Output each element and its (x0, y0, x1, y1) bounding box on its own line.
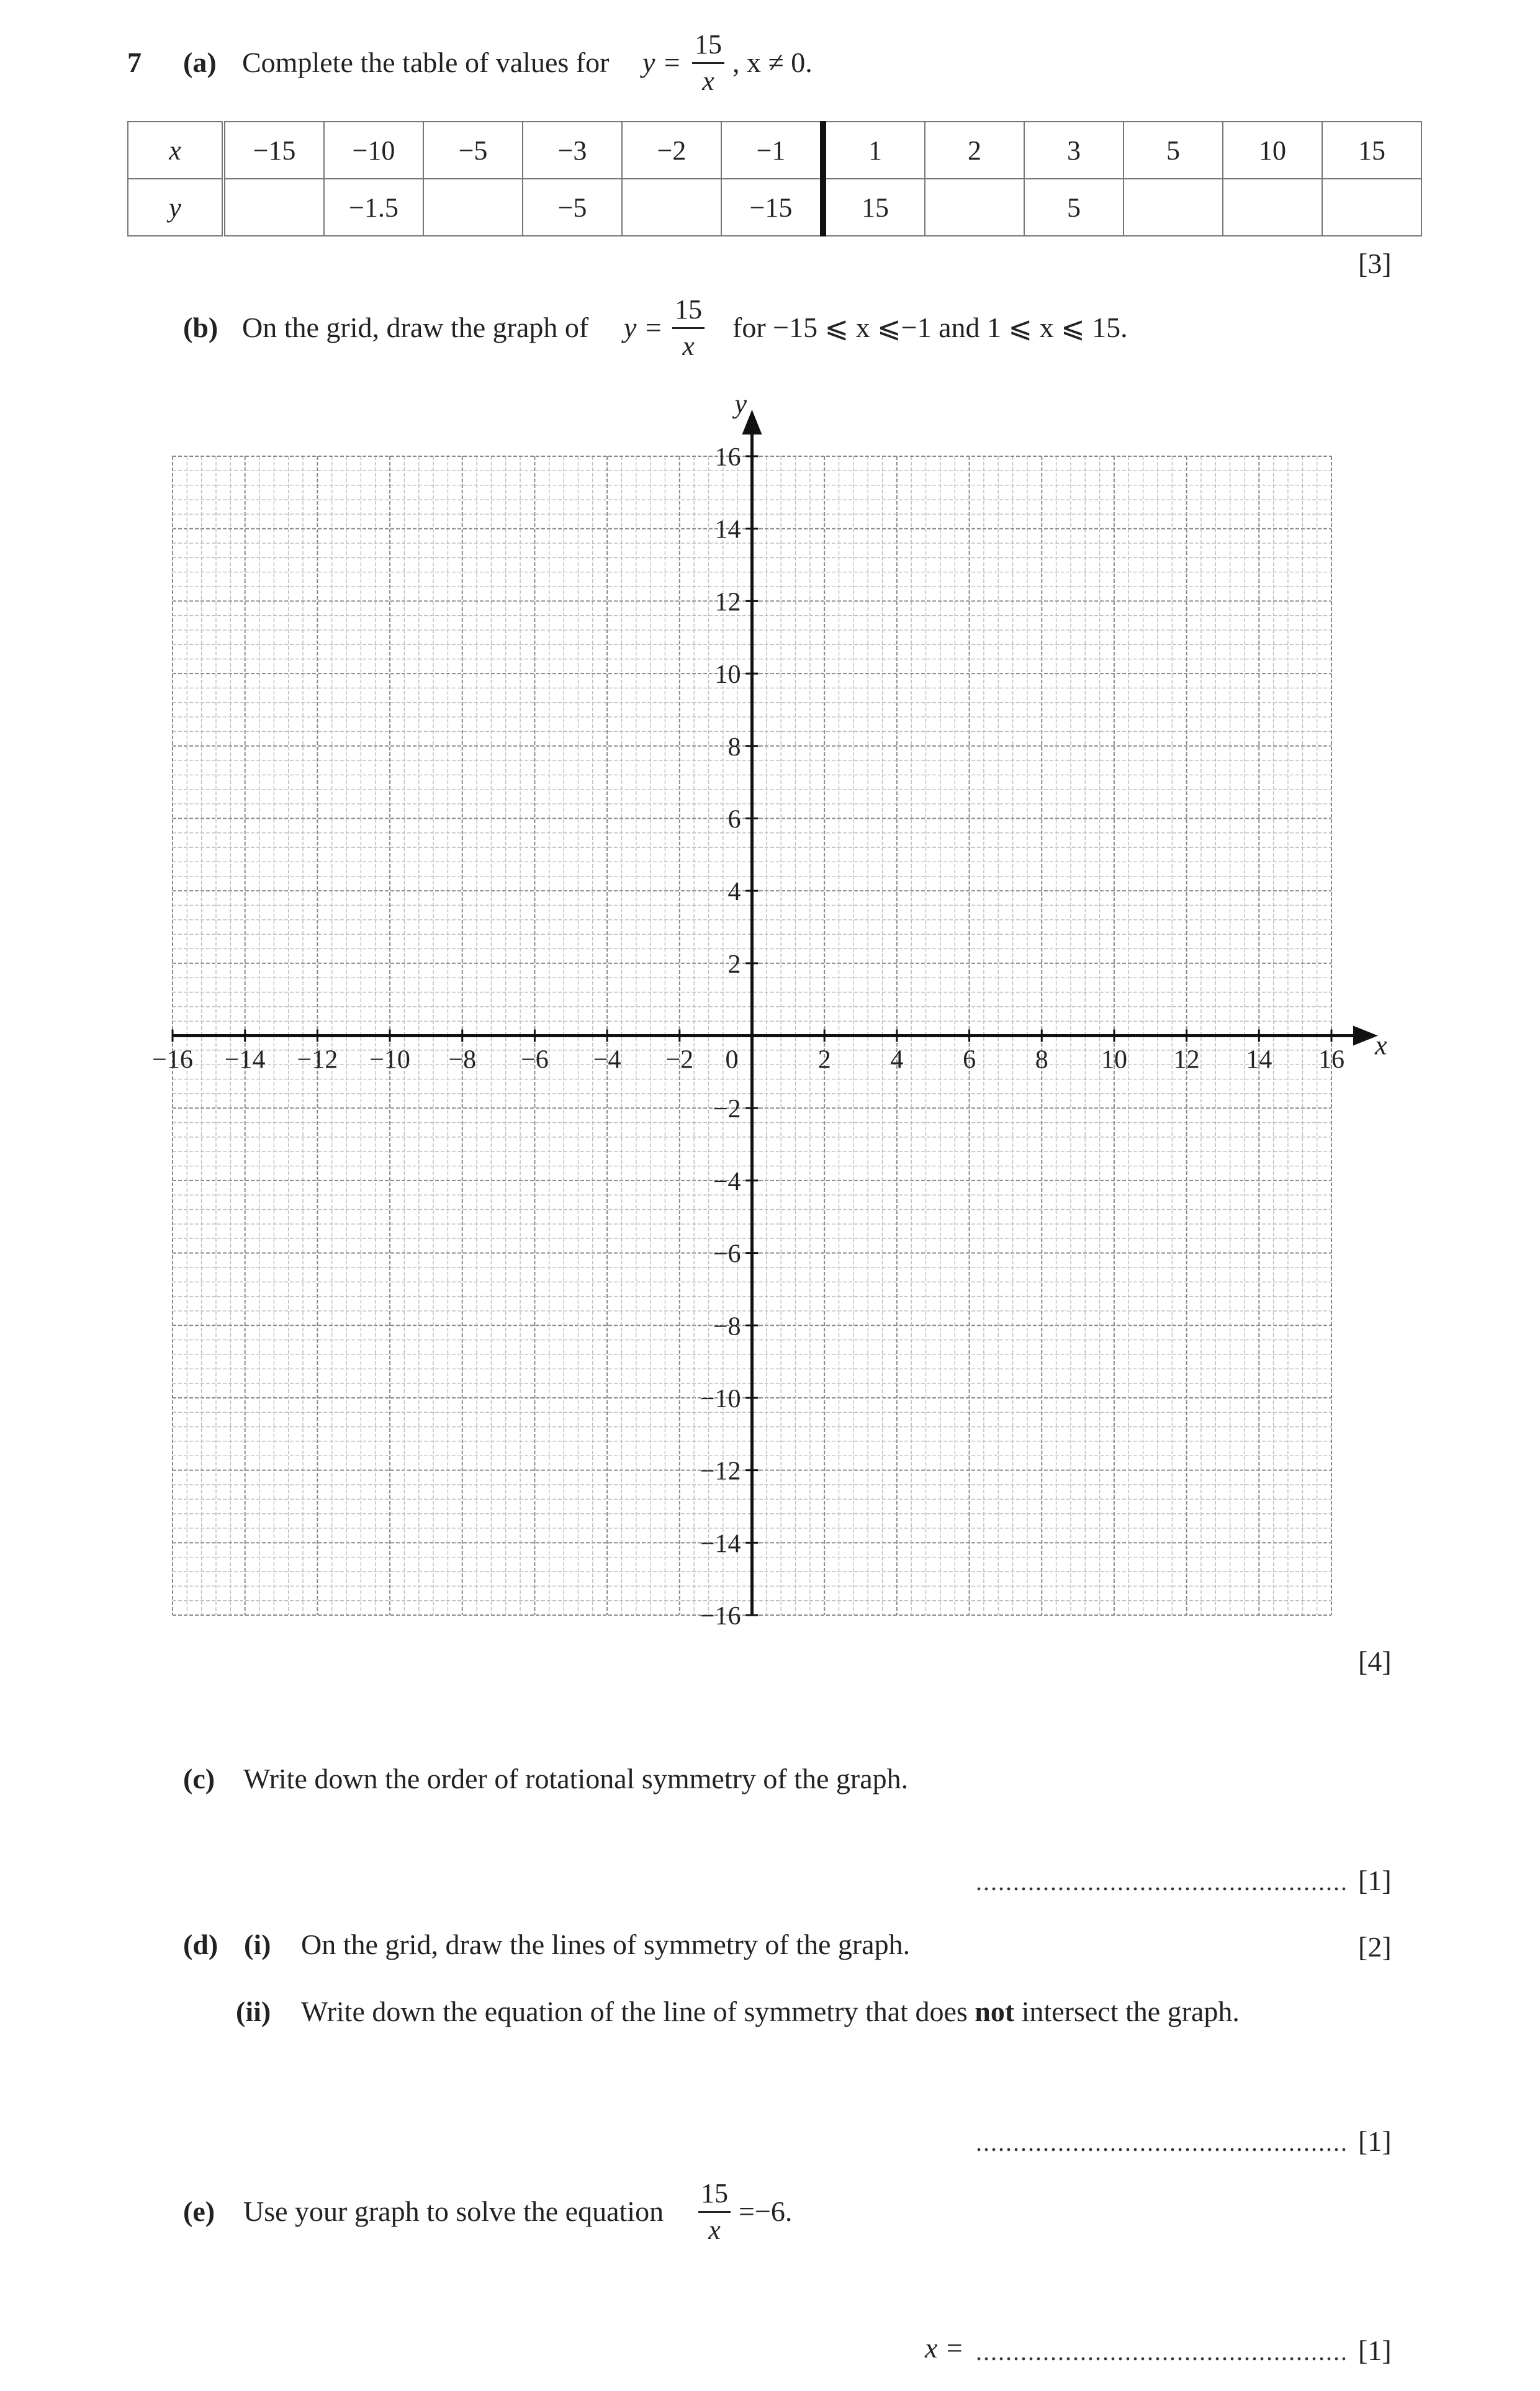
y-tick-label: −12 (700, 1457, 741, 1486)
part-d-ii-text (301, 1997, 1240, 2026)
x-tick-label: −4 (593, 1045, 621, 1074)
part-e-marks: [1] (1358, 2335, 1392, 2366)
part-b-frac-den: x (682, 331, 695, 361)
part-a-eq-tail: , x ≠ 0. (732, 47, 813, 78)
y-tick-label: −16 (700, 1602, 741, 1631)
part-d-label: (d) (183, 1929, 218, 1960)
x-tick-label: −16 (152, 1045, 193, 1074)
part-d-i-label: (i) (244, 1929, 271, 1960)
part-a-frac-num: 15 (692, 31, 724, 64)
y-axis-label: y (734, 397, 747, 419)
table-cell: −5 (423, 122, 523, 179)
part-d-ii-text-bold: not (975, 1996, 1015, 2027)
x-tick-label: 6 (963, 1045, 976, 1074)
y-tick-label: −14 (700, 1529, 741, 1559)
table-cell: 2 (925, 122, 1024, 179)
y-tick-label: −2 (713, 1095, 741, 1124)
graph-grid[interactable] (0, 397, 1540, 1651)
x-tick-label: 8 (1035, 1045, 1048, 1074)
table-input-cell[interactable] (1322, 179, 1421, 236)
part-b-fraction (672, 296, 705, 360)
part-a-eq-lhs: y = (642, 47, 682, 78)
y-tick-label: 4 (727, 878, 741, 907)
table-cell: 5 (1024, 179, 1123, 236)
part-c-text: Write down the order of rotational symmetry of the graph. (243, 1763, 909, 1794)
table-cell: 15 (823, 179, 925, 236)
y-tick-label: −4 (713, 1167, 741, 1196)
y-tick-label: −10 (700, 1384, 741, 1413)
x-tick-label: 2 (817, 1045, 831, 1074)
part-a-marks: [3] (1358, 248, 1392, 279)
part-c-answer-line[interactable]: .................................................. (976, 1868, 1348, 1896)
y-tick-label: 2 (727, 950, 741, 979)
question-number: 7 (127, 47, 142, 78)
part-c-label: (c) (183, 1763, 215, 1794)
table-input-cell[interactable] (622, 179, 721, 236)
part-d-ii-text-after: intersect the graph. (1021, 1996, 1240, 2027)
part-d-ii-text-before: Write down the equation of the line of symmetry that does (301, 1996, 968, 2027)
x-tick-label: 16 (1318, 1045, 1344, 1074)
part-b-marks: [4] (1358, 1646, 1392, 1677)
part-b-frac-num: 15 (672, 296, 705, 329)
x-tick-label: −8 (448, 1045, 477, 1074)
part-e-frac-den: x (708, 2215, 721, 2245)
part-e-text: Use your graph to solve the equation (243, 2195, 664, 2227)
part-d-ii-answer-line[interactable]: .................................................. (976, 2128, 1348, 2156)
part-c-marks: [1] (1358, 1865, 1392, 1896)
x-tick-label: −14 (224, 1045, 266, 1074)
part-e-fraction (698, 2180, 731, 2244)
table-row-y (128, 179, 1421, 236)
table-input-cell[interactable] (423, 179, 523, 236)
table-cell: 5 (1123, 122, 1223, 179)
table-input-cell[interactable] (1123, 179, 1223, 236)
table-cell: −15 (223, 122, 324, 179)
x-tick-label: −12 (297, 1045, 338, 1074)
table-header-y: y (128, 179, 223, 236)
x-tick-label: −6 (521, 1045, 549, 1074)
x-axis-arrow (1353, 1026, 1378, 1046)
part-b-label: (b) (183, 312, 218, 343)
table-cell: −15 (721, 179, 823, 236)
part-d-i-text: On the grid, draw the lines of symmetry of the graph. (301, 1929, 911, 1960)
x-tick-label: −2 (665, 1045, 694, 1074)
part-d-ii-label: (ii) (236, 1996, 271, 2027)
y-tick-label: −8 (713, 1312, 741, 1341)
y-tick-label: 14 (714, 515, 741, 544)
y-tick-label: 8 (727, 732, 741, 762)
x-tick-label: 14 (1246, 1045, 1272, 1074)
table-row-x (128, 122, 1421, 179)
x-tick-label: 10 (1101, 1045, 1127, 1074)
values-table (127, 121, 1422, 236)
x-tick-label: 12 (1173, 1045, 1200, 1074)
y-tick-label: 6 (727, 805, 741, 834)
part-e-frac-num: 15 (698, 2180, 731, 2213)
table-cell: −5 (523, 179, 622, 236)
table-input-cell[interactable] (1223, 179, 1322, 236)
table-cell: −10 (324, 122, 423, 179)
x-tick-label: 4 (890, 1045, 904, 1074)
part-a-text: Complete the table of values for (242, 47, 610, 78)
table-cell: −1.5 (324, 179, 423, 236)
part-e-answer-line[interactable]: .................................................. (976, 2338, 1348, 2366)
table-cell: −3 (523, 122, 622, 179)
table-cell: −1 (721, 122, 823, 179)
table-cell: 1 (823, 122, 925, 179)
part-b-eq-lhs: y = (624, 312, 663, 343)
table-cell: 10 (1223, 122, 1322, 179)
table-cell: 15 (1322, 122, 1421, 179)
part-e-answer-prefix: x = (925, 2332, 964, 2364)
y-tick-label: −6 (713, 1240, 741, 1269)
y-tick-label: 12 (714, 588, 741, 617)
part-b-text: On the grid, draw the graph of (242, 312, 589, 343)
y-tick-label: 16 (714, 443, 741, 472)
y-tick-label: 10 (714, 660, 741, 690)
x-axis-label: x (1375, 1030, 1387, 1061)
part-a-label: (a) (183, 47, 217, 78)
part-d-ii-marks: [1] (1358, 2125, 1392, 2157)
x-tick-label: −10 (369, 1045, 410, 1074)
part-b-range: for −15 ⩽ x ⩽−1 and 1 ⩽ x ⩽ 15. (732, 312, 1128, 343)
part-a-frac-den: x (702, 66, 714, 96)
part-e-label: (e) (183, 2195, 215, 2227)
table-cell: 3 (1024, 122, 1123, 179)
table-input-cell[interactable] (223, 179, 324, 236)
x-tick-label: 0 (725, 1045, 739, 1074)
part-d-i-marks: [2] (1358, 1931, 1392, 1963)
part-a-fraction (692, 31, 724, 95)
table-header-x: x (128, 122, 223, 179)
part-e-eq-tail: =−6. (739, 2195, 793, 2227)
table-cell: −2 (622, 122, 721, 179)
table-input-cell[interactable] (925, 179, 1024, 236)
